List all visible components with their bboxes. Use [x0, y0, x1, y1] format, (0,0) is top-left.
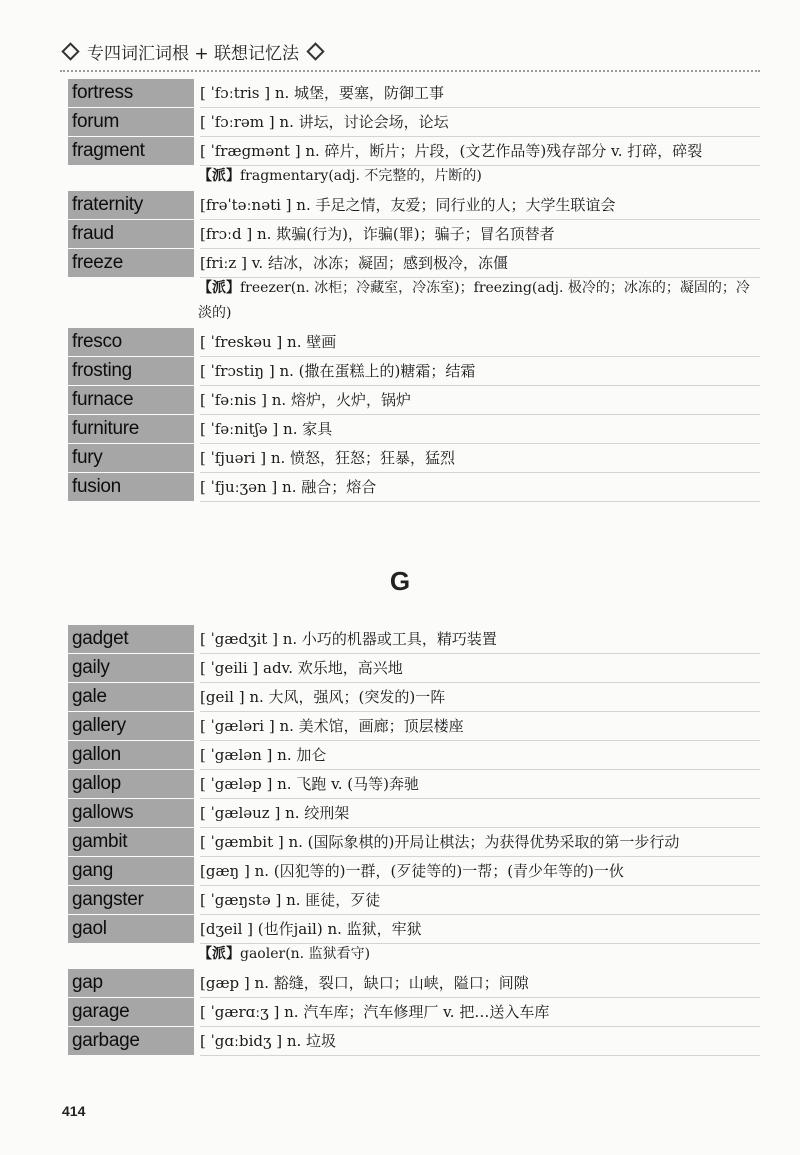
vocab-entry — [68, 1027, 760, 1056]
headword: furniture — [68, 415, 194, 443]
vocab-entry — [68, 741, 760, 770]
definition: [ ˈfrɔstiŋ ] n. (撒在蛋糕上的)糖霜；结霜 — [200, 357, 760, 386]
definition: [ ˈfjuəri ] n. 愤怒，狂怒；狂暴，猛烈 — [200, 444, 760, 473]
definition: [ ˈgæmbit ] n. (国际象棋的)开局让棋法；为获得优势采取的第一步行动 — [200, 828, 760, 857]
headword: gallop — [68, 770, 194, 798]
headword: fragment — [68, 137, 194, 165]
vocab-entry — [68, 415, 760, 444]
definition: [ ˈgæləp ] n. 飞跑 v. (马等)奔驰 — [200, 770, 760, 799]
definition: [ ˈfɔːrəm ] n. 讲坛，讨论会场，论坛 — [200, 108, 760, 137]
vocab-entry — [68, 915, 760, 944]
vocab-entry — [68, 444, 760, 473]
vocab-entry — [68, 79, 760, 108]
diamond-icon — [306, 42, 324, 60]
vocab-entry — [68, 249, 760, 278]
headword: fraternity — [68, 191, 194, 219]
definition: [dʒeil ] (也作jail) n. 监狱，牢狱 — [200, 915, 760, 944]
headword: gallows — [68, 799, 194, 827]
headword: fortress — [68, 79, 194, 107]
vocab-entry — [68, 328, 760, 357]
vocab-entry — [68, 654, 760, 683]
headword: gallery — [68, 712, 194, 740]
derivative-text: gaoler(n. 监狱看守) — [240, 946, 371, 962]
derivative-text: freezer(n. 冰柜；冷藏室，冷冻室)；freezing(adj. 极冷的；冰冻的；凝固的；冷淡的) — [198, 280, 750, 321]
running-header — [60, 38, 760, 64]
headword: gang — [68, 857, 194, 885]
vocab-entry — [68, 108, 760, 137]
headword: fury — [68, 444, 194, 472]
definition: [ ˈfɔːtris ] n. 城堡，要塞，防御工事 — [200, 79, 760, 108]
definition: [ ˈfjuːʒən ] n. 融合；熔合 — [200, 473, 760, 502]
vocab-entry — [68, 770, 760, 799]
headword: gale — [68, 683, 194, 711]
definition: [geil ] n. 大风，强风；(突发的)一阵 — [200, 683, 760, 712]
headword: gangster — [68, 886, 194, 914]
vocab-entry — [68, 137, 760, 166]
headword: garage — [68, 998, 194, 1026]
definition: [ ˈfreskəu ] n. 壁画 — [200, 328, 760, 357]
definition: [ ˈgælən ] n. 加仑 — [200, 741, 760, 770]
definition: [gæp ] n. 豁缝，裂口，缺口；山峡，隘口；间隙 — [200, 969, 760, 998]
vocab-entry — [68, 191, 760, 220]
vocab-entry — [68, 625, 760, 654]
definition: [ ˈgædʒit ] n. 小巧的机器或工具，精巧装置 — [200, 625, 760, 654]
vocab-entry — [68, 828, 760, 857]
vocab-entry — [68, 683, 760, 712]
derivative-note — [68, 276, 760, 328]
derivative-tag: 【派】 — [198, 946, 240, 962]
headword: fresco — [68, 328, 194, 356]
vocab-entry — [68, 969, 760, 998]
definition: [ ˈgærɑːʒ ] n. 汽车库；汽车修理厂 v. 把…送入车库 — [200, 998, 760, 1027]
definition: [ ˈgæləri ] n. 美术馆，画廊；顶层楼座 — [200, 712, 760, 741]
section-letter: G — [389, 566, 411, 596]
page-number: 414 — [62, 1103, 86, 1119]
header-title: 专四词汇词根 + 联想记忆法 — [87, 43, 300, 64]
headword: furnace — [68, 386, 194, 414]
vocab-entry — [68, 712, 760, 741]
entry-list-g — [68, 625, 760, 1056]
definition: [ ˈfəːnitʃə ] n. 家具 — [200, 415, 760, 444]
definition: [gæŋ ] n. (囚犯等的)一群，(歹徒等的)一帮；(青少年等的)一伙 — [200, 857, 760, 886]
vocab-entry — [68, 886, 760, 915]
header-rule — [60, 70, 760, 72]
headword: freeze — [68, 249, 194, 277]
vocab-entry — [68, 386, 760, 415]
definition: [ ˈgeili ] adv. 欢乐地，高兴地 — [200, 654, 760, 683]
definition: [ ˈgɑːbidʒ ] n. 垃圾 — [200, 1027, 760, 1056]
derivative-note — [68, 164, 760, 191]
definition: [frəˈtəːnəti ] n. 手足之情，友爱；同行业的人；大学生联谊会 — [200, 191, 760, 220]
vocab-entry — [68, 799, 760, 828]
definition: [friːz ] v. 结冰，冰冻；凝固；感到极冷，冻僵 — [200, 249, 760, 278]
headword: gadget — [68, 625, 194, 653]
vocab-entry — [68, 857, 760, 886]
definition: [ ˈgæləuz ] n. 绞刑架 — [200, 799, 760, 828]
vocab-entry — [68, 220, 760, 249]
headword: gambit — [68, 828, 194, 856]
headword: gaily — [68, 654, 194, 682]
entry-list-f — [68, 79, 760, 502]
headword: forum — [68, 108, 194, 136]
definition: [ ˈfəːnis ] n. 熔炉，火炉，锅炉 — [200, 386, 760, 415]
definition: [ ˈgæŋstə ] n. 匪徒，歹徒 — [200, 886, 760, 915]
headword: gaol — [68, 915, 194, 943]
headword: fusion — [68, 473, 194, 501]
vocab-entry — [68, 473, 760, 502]
definition: [ ˈfrægmənt ] n. 碎片，断片；片段，(文艺作品等)残存部分 v. 打碎，碎裂 — [200, 137, 760, 166]
headword: frosting — [68, 357, 194, 385]
derivative-tag: 【派】 — [198, 280, 240, 296]
headword: garbage — [68, 1027, 194, 1055]
definition: [frɔːd ] n. 欺骗(行为)，诈骗(罪)；骗子；冒名顶替者 — [200, 220, 760, 249]
derivative-text: fragmentary(adj. 不完整的，片断的) — [240, 168, 482, 184]
vocab-entry — [68, 998, 760, 1027]
derivative-tag: 【派】 — [198, 168, 240, 184]
headword: gallon — [68, 741, 194, 769]
derivative-note — [68, 942, 760, 969]
diamond-icon — [61, 42, 79, 60]
vocab-entry — [68, 357, 760, 386]
headword: gap — [68, 969, 194, 997]
headword: fraud — [68, 220, 194, 248]
